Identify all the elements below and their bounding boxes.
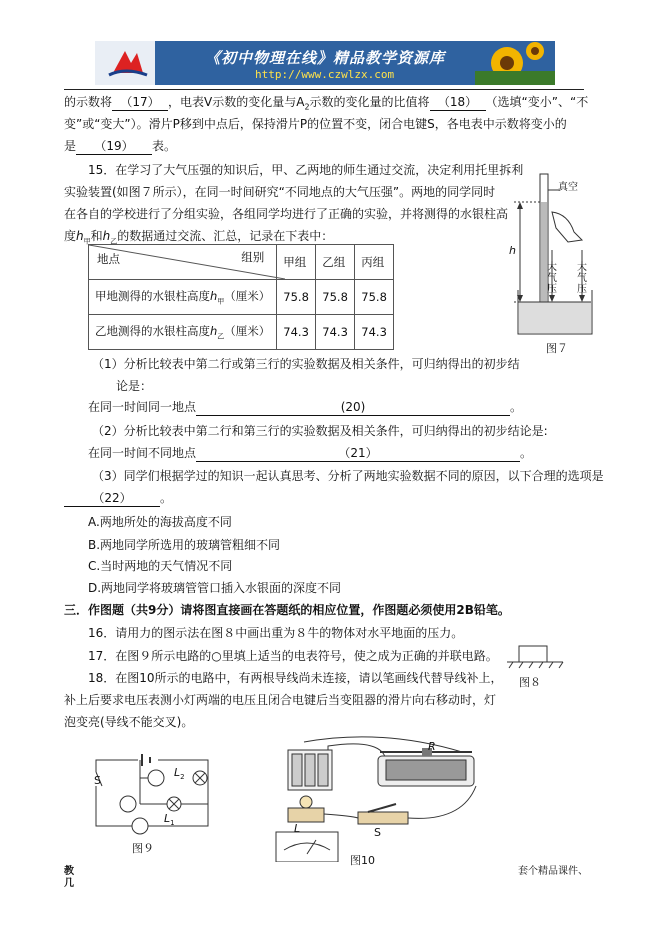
torricelli-apparatus-diagram <box>508 172 598 347</box>
q15-part2-answer: 在同一时间不同地点 （21） 。 <box>88 446 533 460</box>
q15-part3-line1: （3）同学们根据学过的知识一起认真思考、分析了两地实验数据不同的原因，以下合理的选项是 <box>92 469 604 483</box>
table-corner-cell: 组别 地点 <box>89 245 277 280</box>
q14-line3: 是 （19） 表。 <box>64 139 177 153</box>
q18-line2: 补上后要求电压表测小灯两端的电压且闭合电键后当变阻器的滑片向右移动时，灯 <box>64 693 497 707</box>
option-c: C.当时两地的天气情况不同 <box>88 559 233 573</box>
footer-left-2: 几 <box>64 878 74 889</box>
q15-part3-answer: （22） 。 <box>64 490 172 507</box>
figure-8 <box>505 642 565 692</box>
circuit-apparatus-illustration <box>262 732 502 862</box>
col-header-bing: 丙组 <box>355 245 394 280</box>
header-banner <box>95 41 555 85</box>
fig9-caption: 图９ <box>132 842 154 855</box>
fig7-h-label: h <box>509 244 516 257</box>
figure-10 <box>262 732 502 870</box>
footer-right: 套个精品课件、 <box>518 866 588 877</box>
figure-7 <box>508 172 598 362</box>
q15-part1-line1: （1）分析比较表中第二行或第三行的实验数据及相关条件，可归纳得出的初步结 <box>92 357 520 371</box>
table-cell: 75.8 <box>277 280 316 315</box>
col-header-yi: 乙组 <box>316 245 355 280</box>
header-rule <box>64 89 584 90</box>
q14-line2: 变”或“变大”）。滑片P移到中点后，保持滑片P的位置不变，闭合电键S，各电表中示数将变小的 <box>64 117 567 131</box>
fig7-vacuum-label: 真空 <box>558 182 578 193</box>
q17-text: 17．在图９所示电路的○里填上适当的电表符号，使之成为正确的并联电路。 <box>88 649 498 663</box>
q15-part1-line2: 论是： <box>116 379 153 393</box>
banner-url: http://www.czwlzx.com <box>255 68 395 81</box>
q15-part2-line1: （2）分析比较表中第二行和第三行的实验数据及相关条件，可归纳得出的初步结论是: <box>92 424 548 438</box>
fig9-switch-label: S <box>94 774 101 787</box>
blank-18: （18） <box>430 94 486 111</box>
table-cell: 75.8 <box>316 280 355 315</box>
fig7-air-pressure-2: 大气压 <box>577 262 587 295</box>
blank-21: （21） <box>196 445 520 462</box>
footer-left: 教 <box>64 866 74 877</box>
table-cell: 74.3 <box>355 315 394 350</box>
banner-title: 《初中物理在线》精品教学资源库 <box>205 49 446 67</box>
table-cell: 75.8 <box>355 280 394 315</box>
option-a: A.两地所处的海拔高度不同 <box>88 515 232 529</box>
fig7-air-pressure-1: 大气压 <box>547 262 557 295</box>
blank-19: （19） <box>76 138 152 155</box>
blank-22: （22） <box>64 490 160 507</box>
section-3-heading: 三．作图题（共9分）请将图直接画在答题纸的相应位置，作图题必须使用2B铅笔。 <box>64 603 510 617</box>
fig9-l2-label: $L_2$ <box>174 766 185 782</box>
table-header-row <box>89 245 394 280</box>
fig8-caption: 图８ <box>519 676 541 689</box>
option-b: B.两地同学所选用的玻璃管粗细不同 <box>88 538 281 552</box>
block-on-ground-diagram <box>505 642 565 670</box>
q15-part1-answer: 在同一时间同一地点 (20) 。 <box>88 400 523 414</box>
fig10-s-label: S <box>374 826 381 839</box>
option-d: D.两地同学将玻璃管管口插入水银面的深度不同 <box>88 581 342 595</box>
figure-9 <box>88 750 218 860</box>
q14-line1: 的示数将 （17） ，电表V示数的变化量与$A_2$示数的变化量的比值将 （18） （选填“变小”、“不 <box>64 95 589 112</box>
row-label: 乙地测得的水银柱高度$h_乙$（厘米） <box>89 315 277 350</box>
q15-line2: 实验装置(如图７所示），在同一时间研究“不同地点的大气压强”。两地的同学同时 <box>64 185 496 199</box>
fig10-caption: 图10 <box>350 854 375 867</box>
q16-text: 16．请用力的图示法在图８中画出重为８牛的物体对水平地面的压力。 <box>88 626 464 640</box>
blank-20: (20) <box>196 399 510 416</box>
table-row <box>89 280 394 315</box>
fig10-l-label: L <box>294 822 301 835</box>
row-label: 甲地测得的水银柱高度$h_甲$（厘米） <box>89 280 277 315</box>
q15-line3: 在各自的学校进行了分组实验，各组同学均进行了正确的实验，并将测得的水银柱高 <box>64 207 509 221</box>
q15-line4: 度$h_甲$和$h_乙$的数据通过交流、汇总，记录在下表中： <box>64 229 334 246</box>
data-table <box>88 244 394 350</box>
q18-line1: 18．在图10所示的电路中，有两根导线尚未连接，请以笔画线代替导线补上， <box>88 671 503 685</box>
table-cell: 74.3 <box>316 315 355 350</box>
table-row <box>89 315 394 350</box>
fig9-l1-label: $L_1$ <box>164 812 175 828</box>
blank-17: （17） <box>112 94 168 111</box>
col-header-jia: 甲组 <box>277 245 316 280</box>
fig10-r-label: R <box>428 740 436 753</box>
q18-line3: 泡变亮(导线不能交叉)。 <box>64 715 194 729</box>
fig7-caption: 图７ <box>546 342 568 355</box>
table-cell: 74.3 <box>277 315 316 350</box>
parallel-circuit-diagram <box>88 750 218 840</box>
q15-line1: 15．在学习了大气压强的知识后，甲、乙两地的师生通过交流，决定利用托里拆利 <box>88 163 524 177</box>
